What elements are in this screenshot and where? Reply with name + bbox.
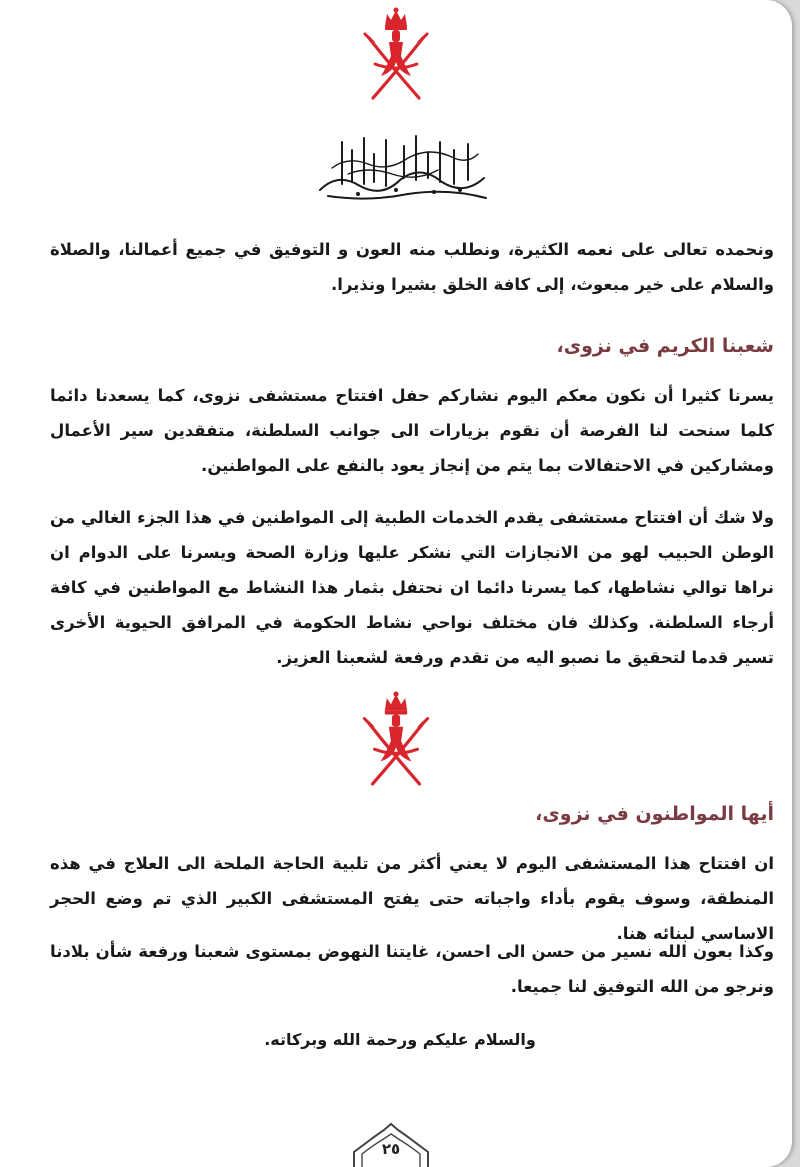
basmala-calligraphy: [308, 128, 498, 204]
section-heading-1: شعبنا الكريم في نزوى،: [556, 335, 774, 357]
closing-salutation: والسلام عليكم ورحمة الله وبركاته.: [264, 1030, 536, 1049]
page-number: ٢٥: [381, 1140, 401, 1158]
paragraph-2: ولا شك أن افتتاح مستشفى يقدم الخدمات الطبية إلى المواطنين في هذا الجزء الغالي من الوطن الحبيب لهو من الانجازات التي نشكر عليها وزارة الصحة ويسرنا على الدوام ان نراها توالي نشاطها، كما يسرنا دائما ان نحتفل بثمار هذا النشاط مع المواطنين في كافة أرجاء السلطنة. وكذلك فان مختلف نواحي نشاط الحكومة في المرافق الحيوية الأخرى تسير قدما لتحقيق ما نصبو اليه من تقدم ورفعة لشعبنا العزيز.: [50, 508, 774, 667]
national-emblem-icon: [359, 690, 433, 788]
national-emblem-icon: [361, 6, 431, 102]
paragraph-1: يسرنا كثيرا أن نكون معكم اليوم نشاركم حفل افتتاح مستشفى نزوى، كما يسعدنا دائما كلما سنحت لنا الفرصة أن نقوم بزيارات الى جوانب السلطنة، متفقدين سير الأعمال ومشاركين في الاحتفالات بما يتم من إنجاز يعود بالنفع على المواطنين.: [50, 386, 774, 475]
section-heading-2: أيها المواطنون في نزوى،: [535, 803, 774, 825]
paragraph-3: ان افتتاح هذا المستشفى اليوم لا يعني أكثر من تلبية الحاجة الملحة الى العلاج في هذه المنطقة، وسوف يقوم بأداء واجباته حتى يفتح المستشفى الكبير الذي تم وضع الحجر الاساسي لبنائه هنا.: [50, 854, 774, 943]
paragraph-4: وكذا بعون الله نسير من حسن الى احسن، غايتنا النهوض بمستوى شعبنا ورفعة شأن بلادنا ونرجو من الله التوفيق لنا جميعا.: [50, 942, 774, 996]
intro-paragraph: ونحمده تعالى على نعمه الكثيرة، ونطلب منه العون و التوفيق في جميع أعمالنا، والصلاة والسلام على خير مبعوث، إلى كافة الخلق بشيرا ونذيرا.: [50, 240, 774, 294]
